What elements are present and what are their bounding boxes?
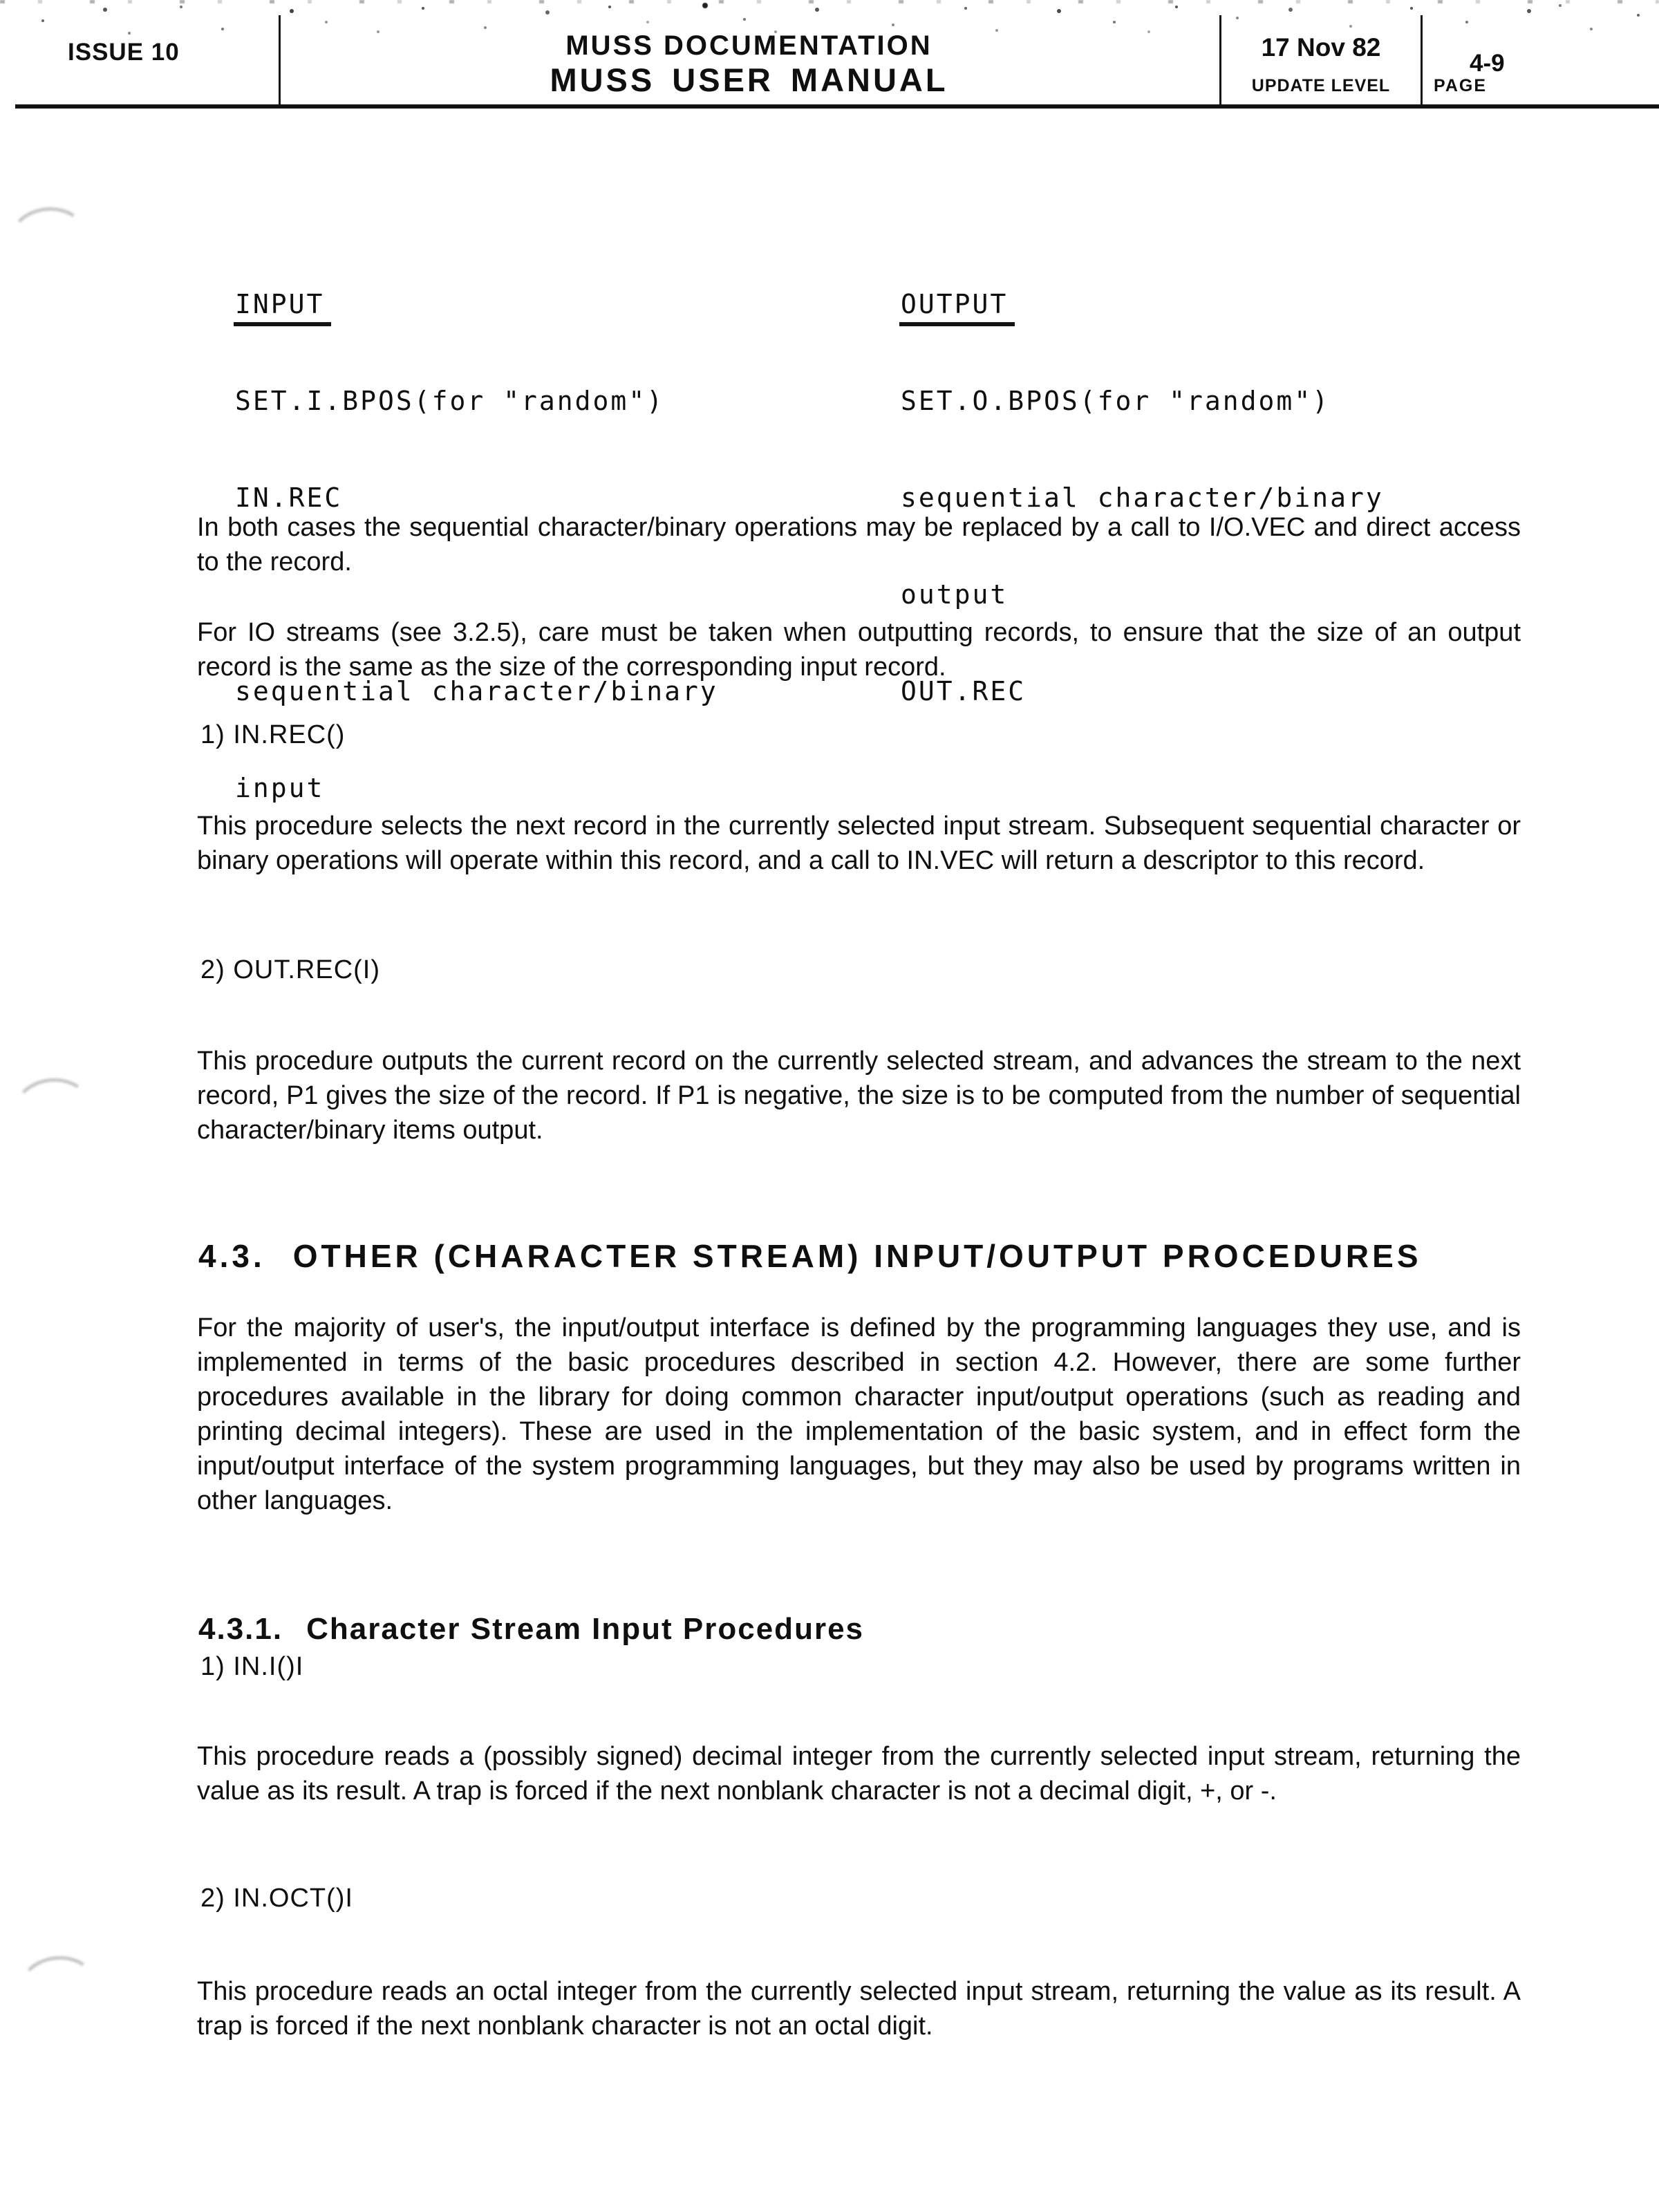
issue-label: ISSUE 10 — [68, 39, 180, 66]
update-date: 17 Nov 82 — [1261, 33, 1381, 62]
update-level-label: UPDATE LEVEL — [1251, 76, 1391, 95]
input-line: IN.REC — [235, 482, 343, 513]
input-column-heading — [235, 286, 718, 322]
document-title — [279, 32, 1219, 96]
scan-noise-dots — [0, 0, 3, 3]
output-line: output — [901, 579, 1009, 610]
binder-ring-mark — [17, 1952, 100, 2021]
input-heading-underlined: INPUT — [234, 289, 331, 326]
paragraph-in-i: This procedure reads a (possibly signed) decimal integer from the currently selected input stream, returning the value as its result. A trap is forced if the next nonblank character is not a decimal digit, +, or -. — [197, 1742, 1521, 1806]
binder-ring-mark — [11, 1074, 95, 1143]
section-title: OTHER (CHARACTER STREAM) INPUT/OUTPUT PROCEDURES — [292, 1238, 1422, 1275]
section-title: Character Stream Input Procedures — [306, 1612, 865, 1646]
item-heading-in-i: 1) IN.I()I — [200, 1652, 304, 1681]
paragraph-io-vec: In both cases the sequential character/binary operations may be replaced by a call to I/O.VEC and direct access to the record. — [197, 513, 1521, 577]
item-heading-in-rec: 1) IN.REC() — [200, 720, 346, 749]
paragraph-in-rec: This procedure selects the next record in the currently selected input stream. Subsequent sequential character or binary operations will operate within this record, and a call to IN.VEC will return a descriptor to this record. — [197, 812, 1521, 875]
section-heading-4-3 — [198, 1237, 1422, 1275]
item-heading-out-rec: 2) OUT.REC(I) — [200, 955, 380, 984]
paragraph-io-streams: For IO streams (see 3.2.5), care must be taken when outputting records, to ensure that the size of an output record is the same as the size of the corresponding input record. — [197, 618, 1521, 682]
page-cell — [1423, 0, 1659, 106]
paragraph-section-4-3: For the majority of user's, the input/output interface is defined by the programming languages they use, and is implemented in terms of the basic procedures described in section 4.2. However, there are some further procedures available in the library for doing common character input/output operations (such as reading and printing decimal integers). These are used in the implementation of the basic system, and in effect form the input/output interface of the system programming languages, but they may also be used by programs written in other languages. — [197, 1313, 1521, 1515]
input-line: sequential character/binary — [235, 676, 718, 706]
output-column — [901, 225, 1384, 770]
item-heading-in-oct: 2) IN.OCT()I — [200, 1884, 353, 1913]
section-number: 4.3. — [198, 1238, 265, 1275]
header-rule — [15, 104, 1659, 109]
output-column-heading — [901, 286, 1384, 322]
page-label: PAGE — [1434, 76, 1487, 95]
manual-title-line: MUSS USER MANUAL — [550, 62, 948, 98]
binder-ring-mark — [7, 203, 91, 272]
page-number: 4-9 — [1470, 50, 1505, 77]
output-heading-underlined: OUTPUT — [899, 289, 1015, 326]
doc-title-line: MUSS DOCUMENTATION — [565, 30, 932, 61]
input-line-blank — [235, 577, 718, 612]
input-line: input — [235, 773, 325, 803]
paragraph-out-rec: This procedure outputs the current record on the currently selected stream, and advances the stream to the next record, P1 gives the size of the record. If P1 is negative, the size is to be computed from the number of sequential character/binary items output. — [197, 1047, 1521, 1145]
paragraph-in-oct: This procedure reads an octal integer from the currently selected input stream, returning the value as its result. A trap is forced if the next nonblank character is not an octal digit. — [197, 1977, 1521, 2041]
output-line: SET.O.BPOS(for "random") — [901, 386, 1331, 416]
section-heading-4-3-1 — [198, 1612, 864, 1647]
output-line: OUT.REC — [901, 676, 1027, 706]
section-number: 4.3.1. — [198, 1612, 283, 1646]
update-level-cell — [1221, 0, 1421, 106]
output-line: sequential character/binary — [901, 482, 1384, 513]
input-line: SET.I.BPOS(for "random") — [235, 386, 665, 416]
